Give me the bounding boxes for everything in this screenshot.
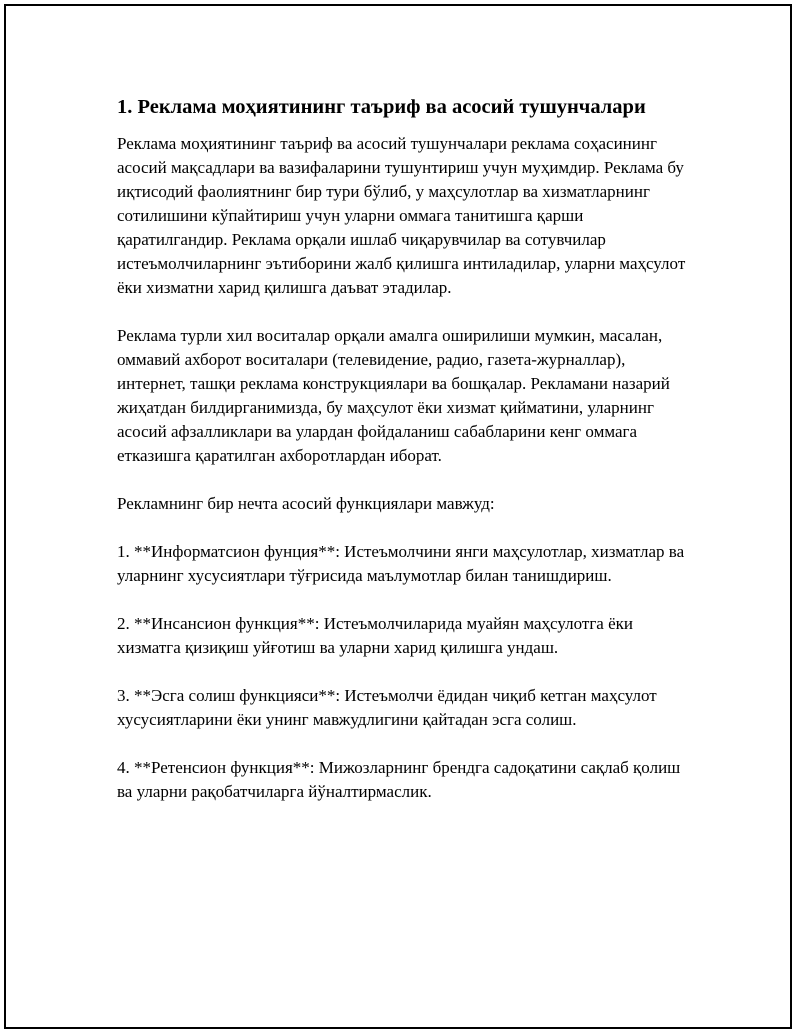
list-item-retention-function: 4. **Ретенсион функция**: Мижозларнинг брендга садоқатини сақлаб қолиш ва уларни рақобатчиларга йўналтирмаслик.: [117, 758, 681, 801]
list-item-incentive-function: 2. **Инсансион функция**: Истеъмолчиларида муайян маҳсулотга ёки хизматга қизиқиш уйғотиш ва уларни харид қилишга ундаш.: [117, 614, 633, 657]
document-body: [117, 94, 697, 828]
list-item-reminder-function: 3. **Эсга солиш функцияси**: Истеъмолчи ёдидан чиқиб кетган маҳсулот хусусиятларини ёки унинг мавжудлигини қайтадан эсга солиш.: [117, 686, 657, 729]
paragraph-definition: Реклама моҳиятининг таъриф ва асосий тушунчалари реклама соҳасининг асосий мақсадлари ва вазифаларини тушунтириш учун муҳимдир. Реклама бу иқтисодий фаолиятнинг бир тури бўлиб, у маҳсулотлар ва хизматларнинг сотилишини кўпайтириш учун уларни оммага танитишга қарши қаратилгандир. Реклама орқали ишлаб чиқарувчилар ва сотувчилар истеъмолчиларнинг эътиборини жалб қилишга интиладилар, уларни маҳсулот ёки хизматни харид қилишга даъват этадилар.: [117, 134, 686, 297]
paragraph-media-channels: Реклама турли хил воситалар орқали амалга оширилиши мумкин, масалан, оммавий ахборот воситалари (телевидение, радио, газета-журналлар), интернет, ташқи реклама конструкциялари ва бошқалар. Рекламани назарий жиҳатдан билдирганимизда, бу маҳсулот ёки хизмат қийматини, уларнинг асосий афзалликлари ва улардан фойдаланиш сабабларини кенг оммага етказишга қаратилган ахборотлардан иборат.: [117, 326, 670, 465]
paragraph-functions-intro: Рекламнинг бир нечта асосий функциялари мавжуд:: [117, 494, 495, 513]
list-item-informational-function: 1. **Информатсион фунция**: Истеъмолчини янги маҳсулотлар, хизматлар ва уларнинг хусусиятлари тўғрисида маълумотлар билан танишдириш.: [117, 542, 685, 585]
section-heading: 1. Реклама моҳиятининг таъриф ва асосий тушунчалари: [117, 96, 646, 118]
